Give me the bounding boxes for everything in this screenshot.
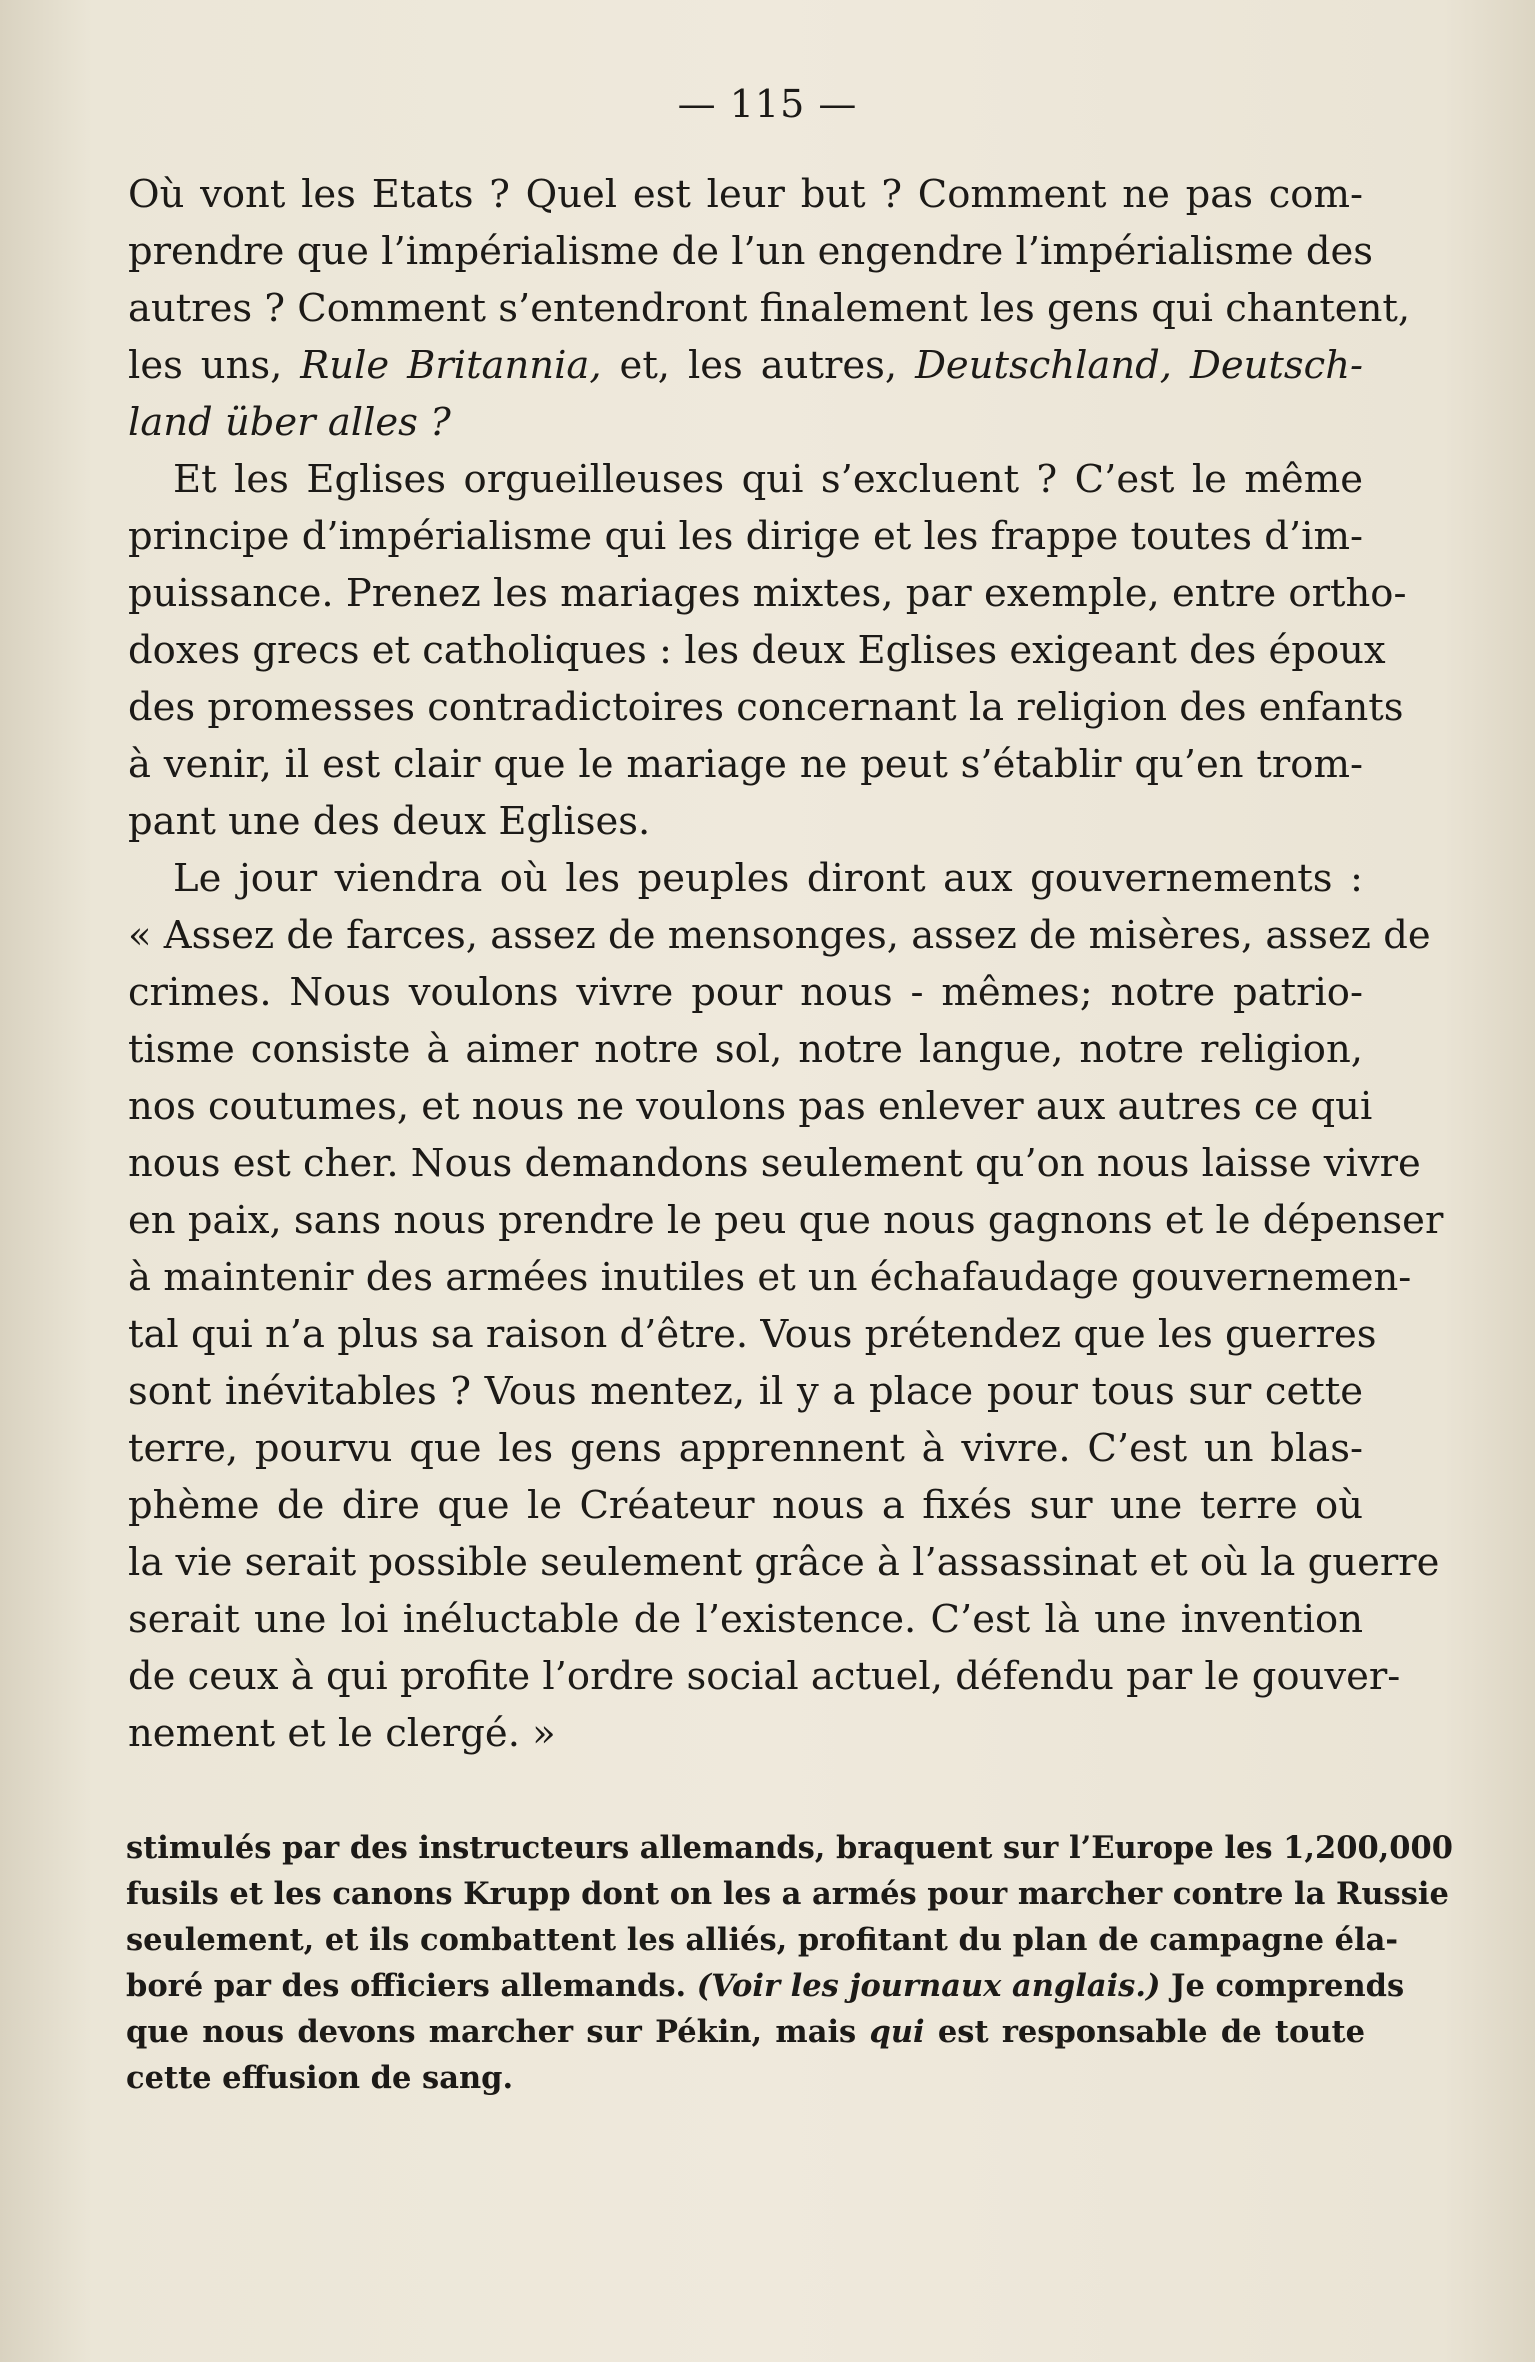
text-run: crimes. Nous voulons vivre pour nous - mêmes; notre patrio- [128, 970, 1363, 1015]
text-line [128, 1306, 1377, 1363]
text-line [128, 850, 1363, 907]
text-run: nos coutumes, et nous ne voulons pas enlever aux autres ce qui [128, 1084, 1373, 1129]
text-run: de ceux à qui profite l’ordre social actuel, défendu par le gouver- [128, 1654, 1401, 1699]
footnote [126, 1825, 1453, 2101]
text-line [128, 1363, 1363, 1420]
text-run: et, les autres, [601, 343, 916, 388]
footnote-line [126, 2009, 1365, 2055]
text-run: stimulés par des instructeurs allemands, braquent sur l’Europe les 1,200,000 [126, 1830, 1453, 1866]
text-line [128, 337, 1363, 394]
italic-text: qui [869, 2014, 925, 2050]
paragraph [128, 451, 1407, 850]
text-line [128, 1648, 1401, 1705]
text-line [128, 1591, 1363, 1648]
italic-text: land über alles ? [128, 400, 451, 445]
footnote-line [126, 1825, 1453, 1871]
text-run: tisme consiste à aimer notre sol, notre langue, notre religion, [128, 1027, 1363, 1072]
text-line [128, 1192, 1444, 1249]
text-line [128, 964, 1363, 1021]
text-line [128, 223, 1374, 280]
text-line [128, 565, 1407, 622]
text-run: fusils et les canons Krupp dont on les a armés pour marcher contre la Russie [126, 1876, 1449, 1912]
text-run: à maintenir des armées inutiles et un échafaudage gouvernemen- [128, 1255, 1412, 1300]
text-run: en paix, sans nous prendre le peu que nous gagnons et le dépenser [128, 1198, 1444, 1243]
text-line [128, 451, 1363, 508]
text-run: prendre que l’impérialisme de l’un engendre l’impérialisme des [128, 229, 1374, 274]
text-run: boré par des officiers allemands. [126, 1968, 697, 2004]
italic-text: Rule Britannia, [300, 343, 602, 388]
text-line [128, 736, 1363, 793]
text-line [128, 280, 1411, 337]
text-run: Et les Eglises orgueilleuses qui s’excluent ? C’est le même [173, 457, 1363, 502]
text-run: Je comprends [1160, 1968, 1405, 2004]
text-run: terre, pourvu que les gens apprennent à vivre. C’est un blas- [128, 1426, 1363, 1471]
text-run: cette effusion de sang. [126, 2060, 514, 2096]
text-run: est responsable de toute [924, 2014, 1365, 2050]
paragraph [128, 166, 1411, 451]
text-run: pant une des deux Eglises. [128, 799, 651, 844]
text-run: à venir, il est clair que le mariage ne peut s’établir qu’en trom- [128, 742, 1363, 787]
text-run: Où vont les Etats ? Quel est leur but ? Comment ne pas com- [128, 172, 1363, 217]
text-run: nement et le clergé. » [128, 1711, 556, 1756]
text-line [128, 679, 1404, 736]
page-number: — 115 — [677, 82, 858, 126]
text-line [128, 1534, 1440, 1591]
text-line [128, 508, 1363, 565]
footnote-line [126, 2055, 1365, 2101]
text-run: seulement, et ils combattent les alliés, profitant du plan de campagne éla- [126, 1922, 1399, 1958]
text-run: serait une loi inéluctable de l’existence. C’est là une invention [128, 1597, 1363, 1642]
footnote-line [126, 1963, 1405, 2009]
text-run: nous est cher. Nous demandons seulement qu’on nous laisse vivre [128, 1141, 1421, 1186]
text-run: que nous devons marcher sur Pékin, mais [126, 2014, 870, 2050]
text-run: autres ? Comment s’entendront finalement les gens qui chantent, [128, 286, 1411, 331]
text-run: les uns, [128, 343, 301, 388]
text-run: puissance. Prenez les mariages mixtes, par exemple, entre ortho- [128, 571, 1407, 616]
text-line [128, 1705, 1363, 1762]
text-run: doxes grecs et catholiques : les deux Eglises exigeant des époux [128, 628, 1386, 673]
text-run: sont inévitables ? Vous mentez, il y a place pour tous sur cette [128, 1369, 1363, 1414]
text-run: principe d’impérialisme qui les dirige et les frappe toutes d’im- [128, 514, 1363, 559]
text-run: « Assez de farces, assez de mensonges, assez de misères, assez de [128, 913, 1431, 958]
text-line [128, 1420, 1363, 1477]
text-run: des promesses contradictoires concernant la religion des enfants [128, 685, 1404, 730]
text-line [128, 793, 1363, 850]
text-line [128, 1021, 1363, 1078]
footnote-line [126, 1917, 1399, 1963]
text-run: la vie serait possible seulement grâce à l’assassinat et où la guerre [128, 1540, 1440, 1585]
italic-text: (Voir les journaux anglais.) [696, 1968, 1161, 2004]
text-line [128, 1477, 1363, 1534]
text-line [128, 394, 1363, 451]
italic-text: Deutschland, Deutsch- [915, 343, 1364, 388]
text-line [128, 1135, 1421, 1192]
footnote-line [126, 1871, 1449, 1917]
paragraph [128, 850, 1444, 1762]
text-line [128, 1078, 1373, 1135]
text-run: tal qui n’a plus sa raison d’être. Vous prétendez que les guerres [128, 1312, 1377, 1357]
text-line [128, 907, 1431, 964]
main-text [128, 166, 1444, 1762]
text-run: phème de dire que le Créateur nous a fixés sur une terre où [128, 1483, 1363, 1528]
text-line [128, 166, 1363, 223]
text-line [128, 622, 1386, 679]
text-run: Le jour viendra où les peuples diront aux gouvernements : [173, 856, 1363, 901]
text-line [128, 1249, 1412, 1306]
